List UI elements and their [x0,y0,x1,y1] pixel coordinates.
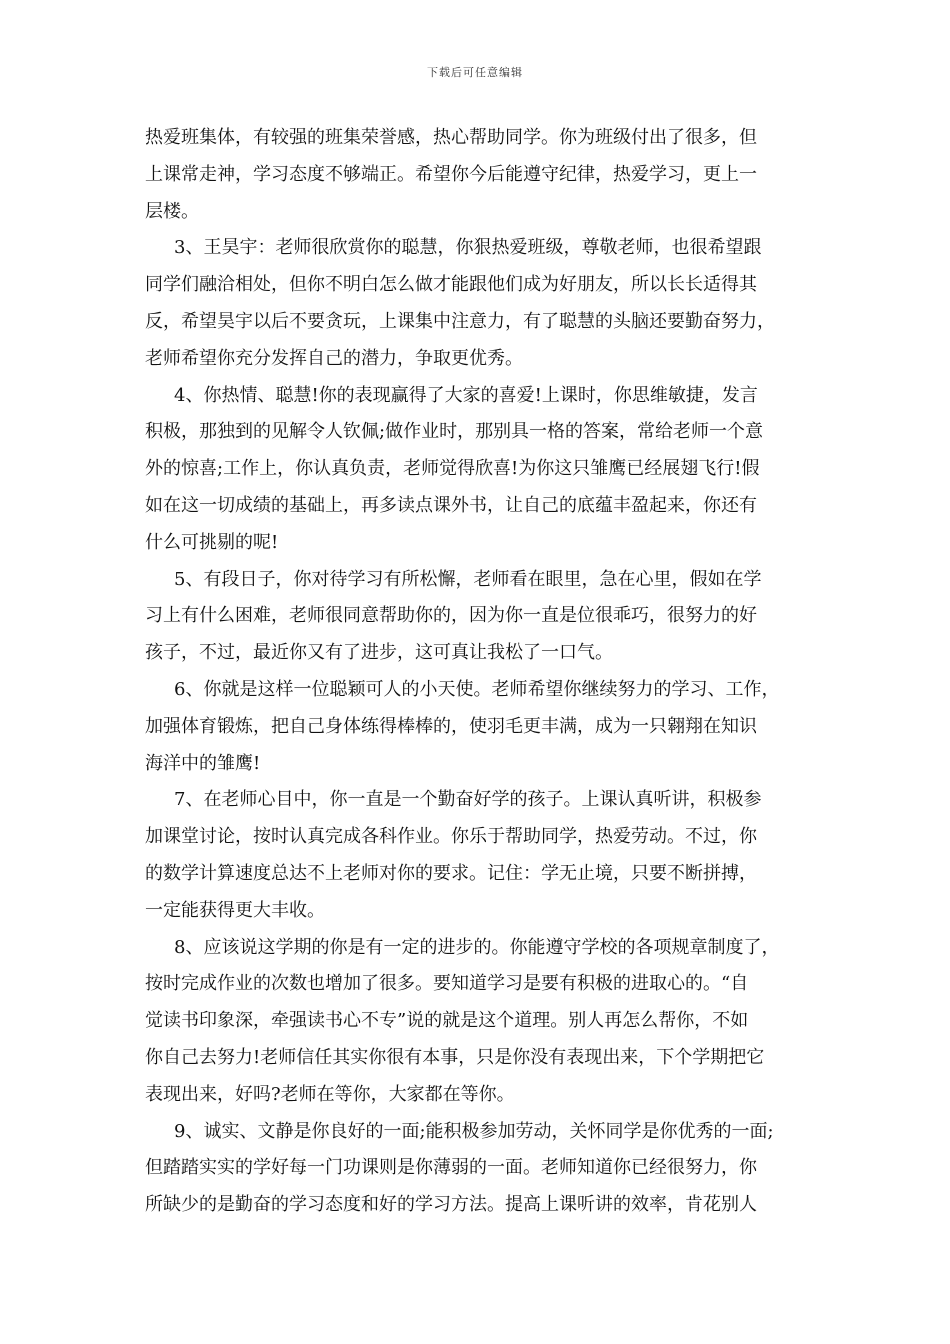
text-line: 的数学计算速度总达不上老师对你的要求。记住：学无止境，只要不断拼搏， [145,862,757,884]
text-line: 6、你就是这样一位聪颖可人的小天使。老师希望你继续努力的学习、工作， [174,678,780,700]
text-line: 如在这一切成绩的基础上，再多读点课外书，让自己的底蕴丰盈起来，你还有 [145,494,757,516]
text-line: 所缺少的是勤奋的学习态度和好的学习方法。提高上课听讲的效率，肯花别人 [145,1194,757,1216]
text-line: 9、诚实、文静是你良好的一面;能积极参加劳动，关怀同学是你优秀的一面; [174,1120,774,1142]
page-header: 下载后可任意编辑 [427,66,523,79]
text-line: 上课常走神，学习态度不够端正。希望你今后能遵守纪律，热爱学习，更上一 [145,163,757,185]
text-line: 外的惊喜;工作上，你认真负责，老师觉得欣喜!为你这只雏鹰已经展翅飞行!假 [145,458,760,480]
text-line: 反，希望昊宇以后不要贪玩，上课集中注意力，有了聪慧的头脑还要勤奋努力， [145,310,775,332]
text-line: 8、应该说这学期的你是有一定的进步的。你能遵守学校的各项规章制度了， [174,936,780,958]
text-line: 3、王昊宇：老师很欣赏你的聪慧，你狠热爱班级，尊敬老师，也很希望跟 [174,237,762,259]
text-line: 觉读书印象深，牵强读书心不专”说的就是这个道理。别人再怎么帮你，不如 [145,1010,749,1032]
text-line: 4、你热情、聪慧!你的表现赢得了大家的喜爱!上课时，你思维敏捷，发言 [174,384,758,406]
text-line: 热爱班集体，有较强的班集荣誉感，热心帮助同学。你为班级付出了很多，但 [145,127,757,148]
text-line: 海洋中的雏鹰! [145,752,261,774]
text-line: 什么可挑剔的呢! [145,531,279,553]
text-line: 层楼。 [145,200,199,222]
text-line: 积极，那独到的见解令人钦佩;做作业时，那别具一格的答案，常给老师一个意 [145,421,764,443]
document-body [145,120,813,1224]
text-line: 老师希望你充分发挥自己的潜力，争取更优秀。 [145,347,523,369]
text-line: 同学们融洽相处，但你不明白怎么做才能跟他们成为好朋友，所以长长适得其 [145,274,757,296]
text-line: 一定能获得更大丰收。 [145,899,325,921]
text-line: 表现出来，好吗?老师在等你，大家都在等你。 [145,1083,515,1105]
text-line: 按时完成作业的次数也增加了很多。要知道学习是要有积极的进取心的。“自 [145,973,749,995]
text-line: 5、有段日子，你对待学习有所松懈，老师看在眼里，急在心里，假如在学 [174,568,762,590]
text-line: 加强体育锻炼，把自己身体练得棒棒的，使羽毛更丰满，成为一只翱翔在知识 [145,715,757,737]
text-line: 习上有什么困难，老师很同意帮助你的，因为你一直是位很乖巧，很努力的好 [145,605,757,627]
text-line: 但踏踏实实的学好每一门功课则是你薄弱的一面。老师知道你已经很努力，你 [145,1157,757,1179]
text-line: 7、在老师心目中，你一直是一个勤奋好学的孩子。上课认真听讲，积极参 [174,789,762,811]
text-line: 孩子，不过，最近你又有了进步，这可真让我松了一口气。 [145,642,613,664]
text-line: 加课堂讨论，按时认真完成各科作业。你乐于帮助同学，热爱劳动。不过，你 [145,826,757,848]
text-line: 你自己去努力!老师信任其实你很有本事，只是你没有表现出来，下个学期把它 [145,1046,765,1068]
